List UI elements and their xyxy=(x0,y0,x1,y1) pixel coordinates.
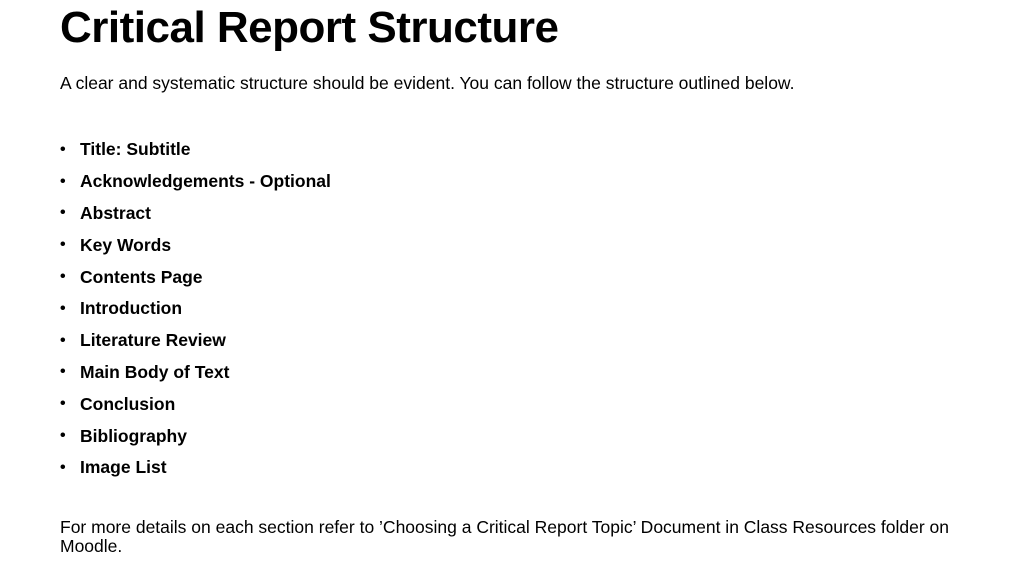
bullet-icon: • xyxy=(60,172,66,190)
list-item-label: Bibliography xyxy=(80,425,187,446)
list-item xyxy=(60,261,331,293)
list-item-label: Literature Review xyxy=(80,330,226,351)
bullet-icon: • xyxy=(60,458,66,476)
list-item-label: Main Body of Text xyxy=(80,361,230,382)
list-item xyxy=(60,357,331,389)
list-item-label: Conclusion xyxy=(80,393,176,414)
structure-list xyxy=(60,134,331,484)
list-item xyxy=(60,166,331,198)
bullet-icon: • xyxy=(60,236,66,254)
list-item xyxy=(60,388,331,420)
list-item-label: Abstract xyxy=(80,202,151,223)
list-item-label: Title: Subtitle xyxy=(80,139,191,160)
bullet-icon: • xyxy=(60,268,66,286)
list-item-label: Key Words xyxy=(80,234,172,255)
bullet-icon: • xyxy=(60,299,66,317)
bullet-icon: • xyxy=(60,140,66,158)
bullet-icon: • xyxy=(60,427,66,445)
bullet-icon: • xyxy=(60,331,66,349)
list-item xyxy=(60,452,331,484)
list-item xyxy=(60,229,331,261)
bullet-icon: • xyxy=(60,204,66,222)
list-item xyxy=(60,325,331,357)
bullet-icon: • xyxy=(60,363,66,381)
bullet-icon: • xyxy=(60,395,66,413)
intro-text: A clear and systematic structure should be evident. You can follow the structure outlined below. xyxy=(60,73,795,93)
slide-title: Critical Report Structure xyxy=(60,3,559,52)
list-item-label: Acknowledgements - Optional xyxy=(80,171,331,192)
footer-note: For more details on each section refer to ’Choosing a Critical Report Topic’ Document in Class Resources folder on Moodle. xyxy=(60,517,950,556)
list-item-label: Image List xyxy=(80,457,167,478)
list-item xyxy=(60,198,331,230)
list-item-label: Contents Page xyxy=(80,266,203,287)
list-item xyxy=(60,420,331,452)
list-item xyxy=(60,134,331,166)
list-item-label: Introduction xyxy=(80,298,183,319)
list-item xyxy=(60,293,331,325)
